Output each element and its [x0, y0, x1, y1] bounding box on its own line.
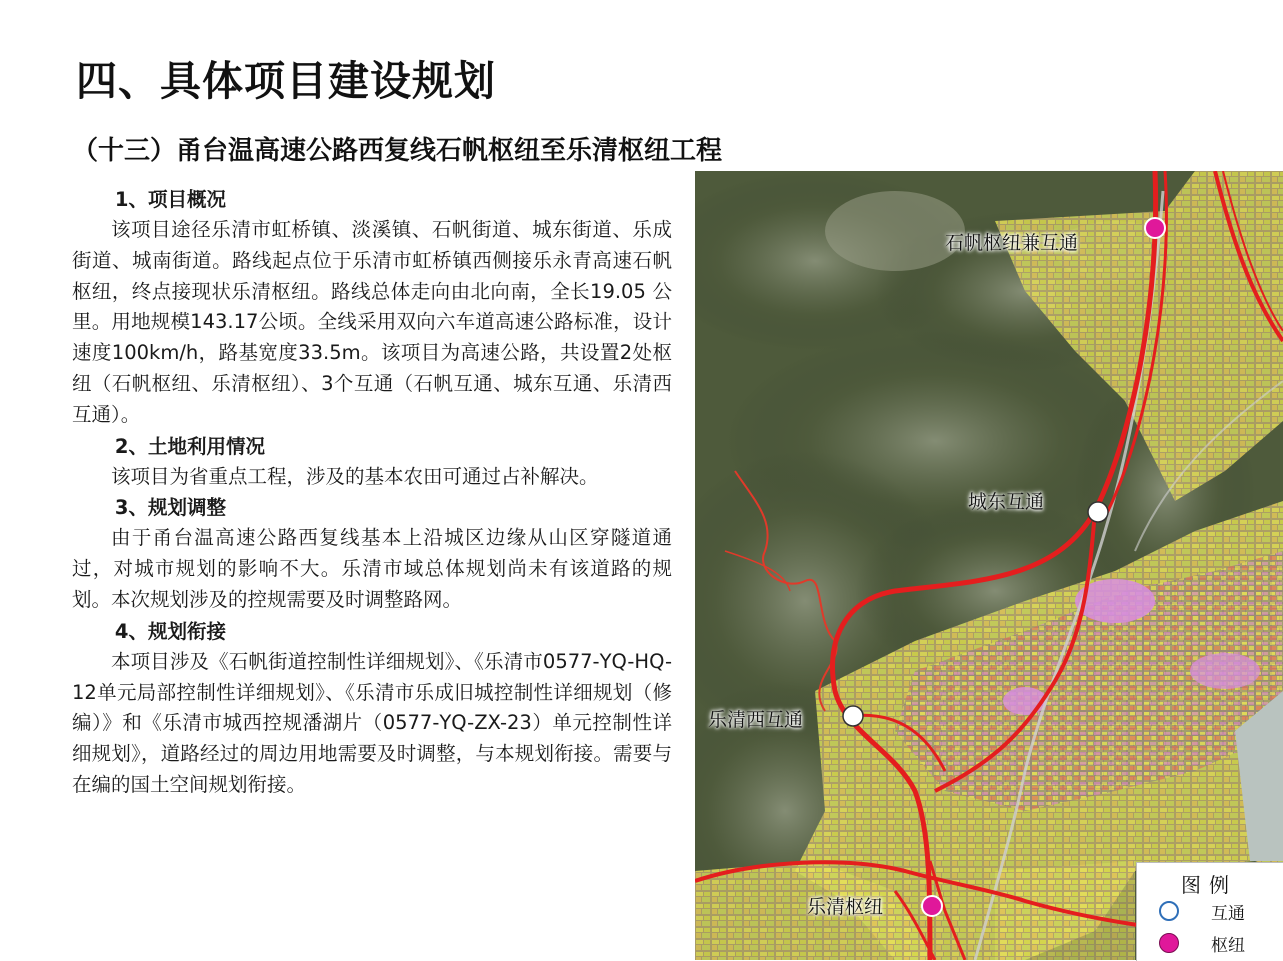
- interchange-marker-yueqingxi: [843, 706, 863, 726]
- section-heading-overview: 1、项目概况: [114, 188, 226, 211]
- section-paragraph-adjustment: 由于甬台温高速公路西复线基本上沿城区边缘从山区穿隧道通过，对城市规划的影响不大。乐清市域总体规划尚未有该道路的规划。本次规划涉及的控规需要及时调整路网。: [72, 526, 672, 611]
- legend-item-interchange: [1159, 899, 1279, 925]
- interchange-circle-icon: [1159, 901, 1179, 921]
- map-label-chengdong: 城东互通: [968, 491, 1045, 513]
- hub-marker-shifan: [1145, 218, 1165, 238]
- section-paragraph-land-use: 该项目为省重点工程，涉及的基本农田可通过占补解决。: [111, 464, 599, 488]
- section-subtitle: （十三）甬台温高速公路西复线石帆枢纽至乐清枢纽工程: [72, 136, 723, 166]
- map-label-shifan: 石帆枢纽兼互通: [945, 232, 1079, 254]
- text-column: [72, 184, 672, 801]
- section-heading-land-use: 2、土地利用情况: [114, 434, 265, 458]
- section-paragraph-overview: 该项目途径乐清市虹桥镇、淡溪镇、石帆街道、城东街道、乐成街道、城南街道。路线起点位于乐清市虹桥镇西侧接乐永青高速石帆枢纽，终点接现状乐清枢纽。路线总体走向由北向南，全长19.05 公里。用地规模143.17公顷。全线采用双向六车道高速公路标准，设计速度100km/h，路基宽度33.5m。该项目为高速公路，共设置2处枢纽（石帆枢纽、乐清枢纽）、3个互通（石帆互通、城东互通、乐清西互通）。: [72, 218, 672, 426]
- legend-label-interchange: 互通: [1211, 904, 1245, 924]
- hub-marker-yueqing: [922, 896, 942, 916]
- section-heading-coordination: 4、规划衔接: [114, 619, 226, 643]
- page-title: 四、具体项目建设规划: [76, 57, 496, 105]
- legend-item-hub: [1159, 931, 1279, 957]
- section-heading-adjustment: 3、规划调整: [114, 496, 226, 520]
- map-imagery: [695, 171, 1283, 960]
- interchange-marker-chengdong: [1088, 502, 1108, 522]
- hub-circle-icon: [1159, 933, 1179, 953]
- map-legend: [1136, 862, 1283, 961]
- route-map: [695, 171, 1283, 960]
- section-paragraph-coordination: 本项目涉及《石帆街道控制性详细规划》、《乐清市0577-YQ-HQ-12单元局部控制性详细规划》、《乐清市乐成旧城控制性详细规划（修编）》和《乐清市城西控规潘湖片（0577-YQ-ZX-23）单元控制性详细规划》，道路经过的周边用地需要及时调整，与本规划衔接。需要与在编的国土空间规划衔接。: [72, 649, 672, 796]
- map-label-yueqing: 乐清枢纽: [807, 896, 884, 918]
- legend-title: 图例: [1181, 873, 1237, 897]
- legend-label-hub: 枢纽: [1211, 936, 1245, 956]
- map-label-yueqingxi: 乐清西互通: [708, 709, 804, 731]
